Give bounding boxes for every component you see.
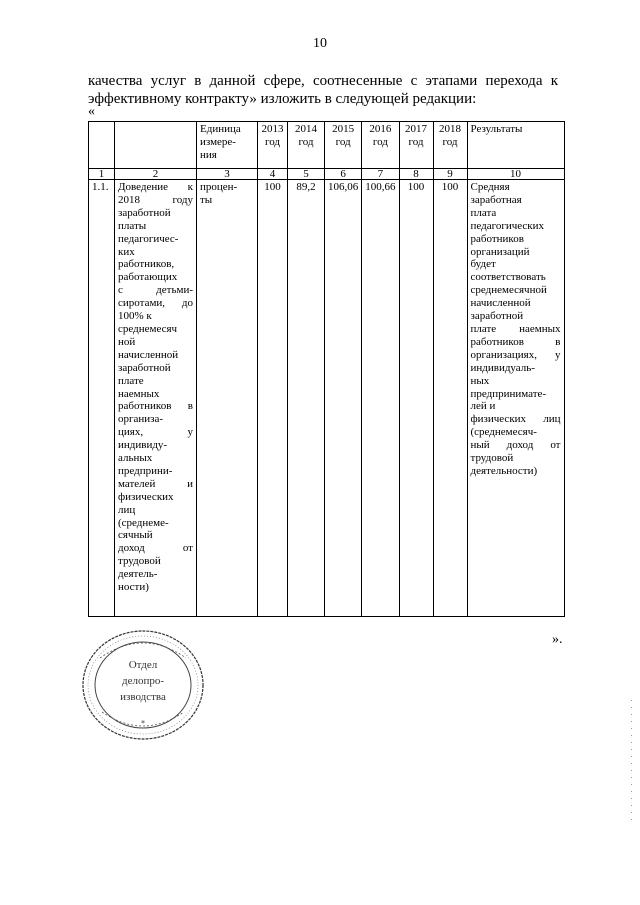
unit-line: процен- (200, 181, 238, 193)
column-number-row (89, 169, 565, 180)
description-line: педагогичес- (118, 232, 179, 245)
description-line: индивиду- (118, 439, 168, 452)
header-year-word: год (264, 135, 281, 148)
page-number: 10 (313, 36, 327, 51)
description-line: работников в (118, 400, 193, 413)
description-line: предприни- (118, 464, 173, 477)
column-number: 1 (89, 169, 115, 180)
header-year: 2018 (439, 123, 461, 135)
results-line: предпринимате- (470, 387, 547, 400)
header-year: 2014 (295, 123, 317, 135)
description-line: лиц (118, 503, 136, 516)
description-line: 100% к (118, 310, 152, 323)
header-2017 (399, 122, 433, 169)
description-line: платы (118, 219, 147, 232)
description-line: ной (118, 335, 136, 348)
description-line: альных (118, 452, 153, 465)
description-line: работников, (118, 258, 175, 271)
description-line: Доведение к (118, 181, 193, 193)
header-cell-empty-1 (89, 122, 115, 169)
results-line: начисленной (470, 297, 531, 310)
header-unit-line: измере- (200, 135, 236, 148)
description-line: с детьми- (118, 284, 193, 297)
description-line: работающих (118, 271, 178, 284)
header-2016 (362, 122, 399, 169)
column-number: 9 (433, 169, 467, 180)
description-line: сячный (118, 529, 153, 542)
description-line: циях, у (118, 426, 193, 439)
open-quote: « (88, 104, 95, 119)
results-line: будет (470, 258, 496, 271)
header-year-word: год (335, 135, 351, 148)
results-line: работников в (470, 335, 561, 348)
header-year: 2016 (369, 123, 392, 135)
description-line: заработной (118, 361, 171, 374)
intro-text-line-2: эффективному контракту» изложить в следующей редакции: (88, 91, 477, 107)
results-line: (среднемесяч- (470, 426, 537, 439)
svg-text:*: * (141, 719, 145, 728)
header-cell-empty-2 (115, 122, 197, 169)
stamp-text-line: изводства (120, 691, 166, 703)
row-unit (197, 180, 258, 617)
results-line: деятельности) (470, 464, 538, 477)
results-line: среднемесячной (470, 284, 547, 297)
header-results: Результаты (467, 122, 564, 169)
header-year: 2013 (261, 123, 284, 135)
results-line: ных (470, 374, 490, 387)
column-number: 2 (115, 169, 197, 180)
header-2013 (258, 122, 288, 169)
results-line: ный доход от (470, 439, 561, 452)
results-line: Средняя (470, 181, 510, 193)
results-line: организаций (470, 245, 530, 258)
table-row (89, 180, 565, 617)
results-lines (471, 181, 561, 478)
results-line: заработная (470, 193, 522, 206)
description-line: трудовой (118, 555, 161, 568)
stamp-text-line: Отдел (128, 659, 158, 671)
table-header-row (89, 122, 565, 169)
column-number: 10 (467, 169, 564, 180)
header-year: 2017 (405, 123, 427, 135)
description-line: организа- (118, 413, 164, 426)
description-line: ких (118, 245, 135, 258)
description-line: заработной (118, 206, 171, 219)
close-quote: ». (552, 632, 563, 647)
results-line: плате наемных (470, 322, 561, 335)
stamp-text-line: делопро- (121, 675, 165, 687)
column-number: 5 (288, 169, 325, 180)
header-year-word: год (298, 135, 314, 148)
description-line: ности) (118, 581, 149, 594)
value-2014: 89,2 (288, 180, 325, 617)
results-line: физических лиц (470, 413, 561, 426)
description-line: деятель- (118, 568, 158, 581)
description-line: сиротами, до (118, 297, 193, 310)
description-line: доход от (118, 542, 193, 555)
header-year-word: год (408, 135, 424, 148)
value-2013: 100 (258, 180, 288, 617)
column-number: 3 (197, 169, 258, 180)
results-line: работников (470, 232, 524, 245)
description-line: начисленной (118, 348, 179, 361)
column-number: 7 (362, 169, 399, 180)
header-unit-line: Единица (200, 123, 241, 135)
header-unit-line: ния (200, 148, 217, 161)
column-number: 6 (325, 169, 362, 180)
results-line: заработной (470, 310, 524, 323)
intro-text-line-1: качества услуг в данной сфере, соотнесенные с этапами перехода к (88, 73, 558, 89)
description-line: физических (118, 490, 174, 503)
results-line: плата (470, 206, 497, 219)
description-line: среднемесяч (118, 322, 178, 335)
results-line: соответствовать (470, 271, 546, 284)
header-year-word: год (372, 135, 388, 148)
header-unit (197, 122, 258, 169)
column-number: 4 (258, 169, 288, 180)
value-2015: 106,06 (325, 180, 362, 617)
header-year: 2015 (332, 123, 355, 135)
value-2017: 100 (399, 180, 433, 617)
results-line: организациях, у (470, 348, 561, 361)
results-line: индивидуаль- (470, 361, 535, 374)
column-number: 8 (399, 169, 433, 180)
row-description (115, 180, 197, 617)
description-line: наемных (118, 387, 160, 400)
header-2018 (433, 122, 467, 169)
targets-table (88, 121, 565, 617)
official-stamp (80, 628, 206, 743)
description-lines (118, 181, 193, 594)
header-2014 (288, 122, 325, 169)
description-line: 2018 году (118, 193, 193, 206)
description-line: мателей и (118, 477, 193, 490)
description-line: (среднеме- (118, 516, 169, 529)
row-number: 1.1. (89, 180, 115, 617)
description-line: плате (118, 374, 144, 387)
results-line: трудовой (470, 452, 514, 465)
row-results (467, 180, 564, 617)
scan-margin-marks (630, 700, 633, 820)
results-line: педагогических (470, 219, 545, 232)
header-2015 (325, 122, 362, 169)
unit-line: ты (200, 193, 213, 206)
value-2016: 100,66 (362, 180, 399, 617)
header-year-word: год (442, 135, 458, 148)
value-2018: 100 (433, 180, 467, 617)
results-line: лей и (470, 400, 496, 413)
